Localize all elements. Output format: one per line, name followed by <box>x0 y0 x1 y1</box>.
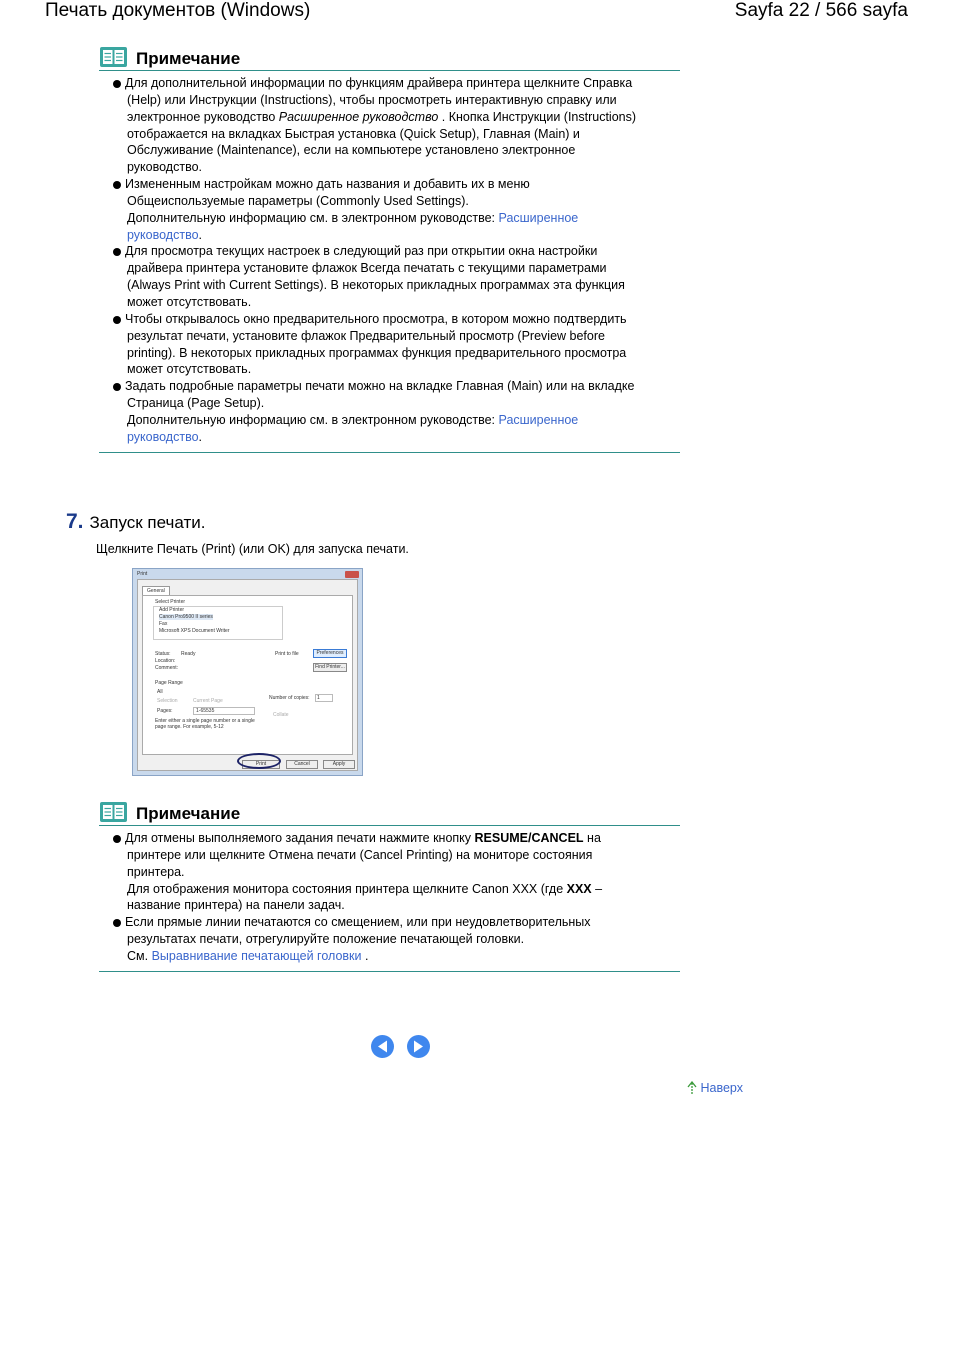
text-line <box>127 897 680 914</box>
text-segment: на <box>583 831 601 845</box>
text-segment: принтере или щелкните Отмена печати (Cancel Printing) на мониторе состояния <box>127 847 593 862</box>
note-title: Примечание <box>136 49 241 68</box>
text-line <box>125 176 680 193</box>
text-line <box>127 395 680 412</box>
dialog-title: Print <box>137 571 148 577</box>
select-printer-label: Select Printer <box>155 599 186 605</box>
text-segment: Чтобы открывалось окно предварительного просмотра, в котором можно подтвердить <box>125 311 627 326</box>
text-segment: Дополнительную информацию см. в электронном руководстве: <box>127 210 499 225</box>
status-value: Ready <box>181 651 196 657</box>
text-segment: Для отображения монитора состояния принтера щелкните Canon XXX (где <box>127 881 567 896</box>
note-box-2 <box>99 799 680 972</box>
text-segment: . <box>198 429 203 444</box>
text-line <box>127 142 680 159</box>
text-segment: Общеиспользуемые параметры (Commonly Used Settings). <box>127 193 469 208</box>
text-segment: printing). В некоторых прикладных программах функция предварительного просмотра <box>127 345 627 360</box>
text-segment: Измененным настройкам можно дать названия и добавить их в меню <box>125 177 530 192</box>
manual-link[interactable]: Выравнивание печатающей головки <box>151 948 362 963</box>
pages-input: 1-65535 <box>193 707 255 715</box>
manual-link[interactable]: Расширенное <box>498 210 579 225</box>
list-item <box>99 176 680 243</box>
text-segment: См. <box>127 948 152 963</box>
step-description: Щелкните Печать (Print) (или OK) для запуска печати. <box>96 542 409 556</box>
text-line <box>125 378 680 395</box>
next-page-button[interactable] <box>407 1035 430 1058</box>
printer-item: Canon Pro9500 II series <box>159 614 213 620</box>
text-segment: отображается на вкладках Быстрая установка (Quick Setup), Главная (Main) и <box>127 126 580 141</box>
step-title: Запуск печати. <box>89 513 206 532</box>
printer-item: Add Printer <box>159 607 185 613</box>
status-label: Status: <box>155 651 171 657</box>
step-heading <box>66 510 205 534</box>
all-radio: All <box>157 689 163 695</box>
step-number: 7. <box>66 510 84 533</box>
list-item <box>99 378 680 445</box>
note-box-1 <box>99 44 680 453</box>
book-icon <box>100 802 127 822</box>
text-line <box>127 881 680 898</box>
text-segment: может отсутствовать. <box>127 362 252 377</box>
text-line <box>127 227 680 244</box>
text-line <box>127 159 680 176</box>
text-segment: Для отмены выполняемого задания печати нажмите кнопку <box>125 831 475 845</box>
printer-item: Microsoft XPS Document Writer <box>159 628 230 634</box>
text-line <box>127 92 680 109</box>
text-line <box>127 931 680 948</box>
back-to-top-link[interactable] <box>687 1081 743 1095</box>
page-range-label: Page Range <box>155 680 183 686</box>
note-header <box>99 44 680 71</box>
close-icon <box>345 571 359 578</box>
text-segment: драйвера принтера установите флажок Всегда печатать с текущими параметрами <box>127 261 607 276</box>
text-line <box>125 914 680 931</box>
text-line <box>127 126 680 143</box>
manual-link[interactable]: руководство <box>127 227 199 242</box>
printer-item: Fax <box>159 621 168 627</box>
bullet-icon <box>113 316 121 324</box>
bullet-icon <box>113 80 121 88</box>
tab-general: General <box>142 586 170 595</box>
print-dialog-screenshot <box>132 568 363 776</box>
list-item <box>99 311 680 378</box>
list-item <box>99 830 680 914</box>
list-item <box>99 75 680 176</box>
text-line <box>127 294 680 311</box>
apply-button: Apply <box>323 760 355 769</box>
text-line <box>127 260 680 277</box>
text-line <box>127 864 680 881</box>
page-counter: Sayfa 22 / 566 sayfa <box>734 0 908 21</box>
text-segment: Страница (Page Setup). <box>127 396 265 411</box>
text-line <box>127 345 680 362</box>
text-segment: результатах печати, отрегулируйте положение печатающей головки. <box>127 932 525 947</box>
text-line <box>125 75 680 92</box>
text-line <box>127 277 680 294</box>
note-body <box>99 826 680 972</box>
text-line <box>127 328 680 345</box>
text-segment: Задать подробные параметры печати можно на вкладке Главная (Main) или на вкладке <box>125 379 635 394</box>
text-segment: Расширенное руководство <box>278 109 439 124</box>
text-segment: Обслуживание (Maintenance), если на компьютере установлено электронное <box>127 143 576 158</box>
arrow-left-icon <box>371 1035 394 1058</box>
selection-radio: Selection <box>157 698 178 704</box>
hint-text: Enter either a single page number or a single <box>155 718 255 724</box>
text-line <box>127 210 680 227</box>
text-line <box>127 429 680 446</box>
document-title: Печать документов (Windows) <box>45 0 311 21</box>
highlight-ring <box>237 753 281 769</box>
text-line <box>127 412 680 429</box>
text-line <box>125 830 680 847</box>
bullet-icon <box>113 835 121 843</box>
bullet-icon <box>113 181 121 189</box>
book-icon <box>100 47 127 67</box>
text-segment: может отсутствовать. <box>127 294 252 309</box>
current-page-radio: Current Page <box>193 698 223 704</box>
note-body <box>99 71 680 453</box>
text-line <box>127 193 680 210</box>
text-segment: Для просмотра текущих настроек в следующий раз при открытии окна настройки <box>125 244 598 259</box>
arrow-up-icon <box>687 1081 697 1094</box>
text-line <box>127 948 680 965</box>
text-segment: принтера. <box>127 864 185 879</box>
list-item <box>99 243 680 310</box>
text-line <box>127 361 680 378</box>
bullet-icon <box>113 919 121 927</box>
preferences-button: Preferences <box>313 649 347 658</box>
text-segment: Для дополнительной информации по функциям драйвера принтера щелкните Справка <box>125 76 633 90</box>
text-segment: Дополнительную информацию см. в электронном руководстве: <box>127 412 499 427</box>
back-to-top-label: Наверх <box>700 1081 743 1095</box>
bullet-icon <box>113 383 121 391</box>
collate-checkbox: Collate <box>273 712 289 718</box>
find-printer-button: Find Printer... <box>313 663 347 672</box>
manual-link[interactable]: Расширенное <box>498 412 579 427</box>
comment-label: Comment: <box>155 665 179 671</box>
text-segment: XXX <box>566 881 592 896</box>
text-segment: руководство. <box>127 160 202 175</box>
text-segment: RESUME/CANCEL <box>474 831 584 845</box>
text-segment: Если прямые линии печатаются со смещением, или при неудовлетворительных <box>125 915 591 930</box>
arrow-right-icon <box>407 1035 430 1058</box>
text-segment: электронное руководство <box>127 109 279 124</box>
text-segment: название принтера) на панели задач. <box>127 898 345 913</box>
text-segment: . Кнопка Инструкции (Instructions) <box>438 109 637 124</box>
print-button: Print <box>242 760 280 769</box>
note-title: Примечание <box>136 804 241 823</box>
text-line <box>125 311 680 328</box>
bullet-icon <box>113 248 121 256</box>
copies-label: Number of copies: <box>269 695 310 701</box>
text-line <box>125 243 680 260</box>
text-segment: (Always Print with Current Settings). В некоторых прикладных программах эта функция <box>127 278 625 293</box>
list-item <box>99 914 680 965</box>
location-label: Location: <box>155 658 176 664</box>
text-line <box>127 109 680 126</box>
previous-page-button[interactable] <box>371 1035 394 1058</box>
text-line <box>127 847 680 864</box>
pages-radio: Pages: <box>157 708 173 714</box>
text-segment: результат печати, установите флажок Предварительный просмотр (Preview before <box>127 328 605 343</box>
manual-link[interactable]: руководство <box>127 429 199 444</box>
copies-input: 1 <box>315 694 333 702</box>
text-segment: (Help) или Инструкции (Instructions), чтобы просмотреть интерактивную справку или <box>127 92 617 107</box>
text-segment: – <box>591 881 603 896</box>
text-segment: . <box>198 227 203 242</box>
hint-text: page range. For example, 5-12 <box>155 724 224 730</box>
text-segment: . <box>361 948 369 963</box>
print-to-file-checkbox: Print to file <box>275 651 299 657</box>
note-header <box>99 799 680 826</box>
cancel-button: Cancel <box>286 760 318 769</box>
